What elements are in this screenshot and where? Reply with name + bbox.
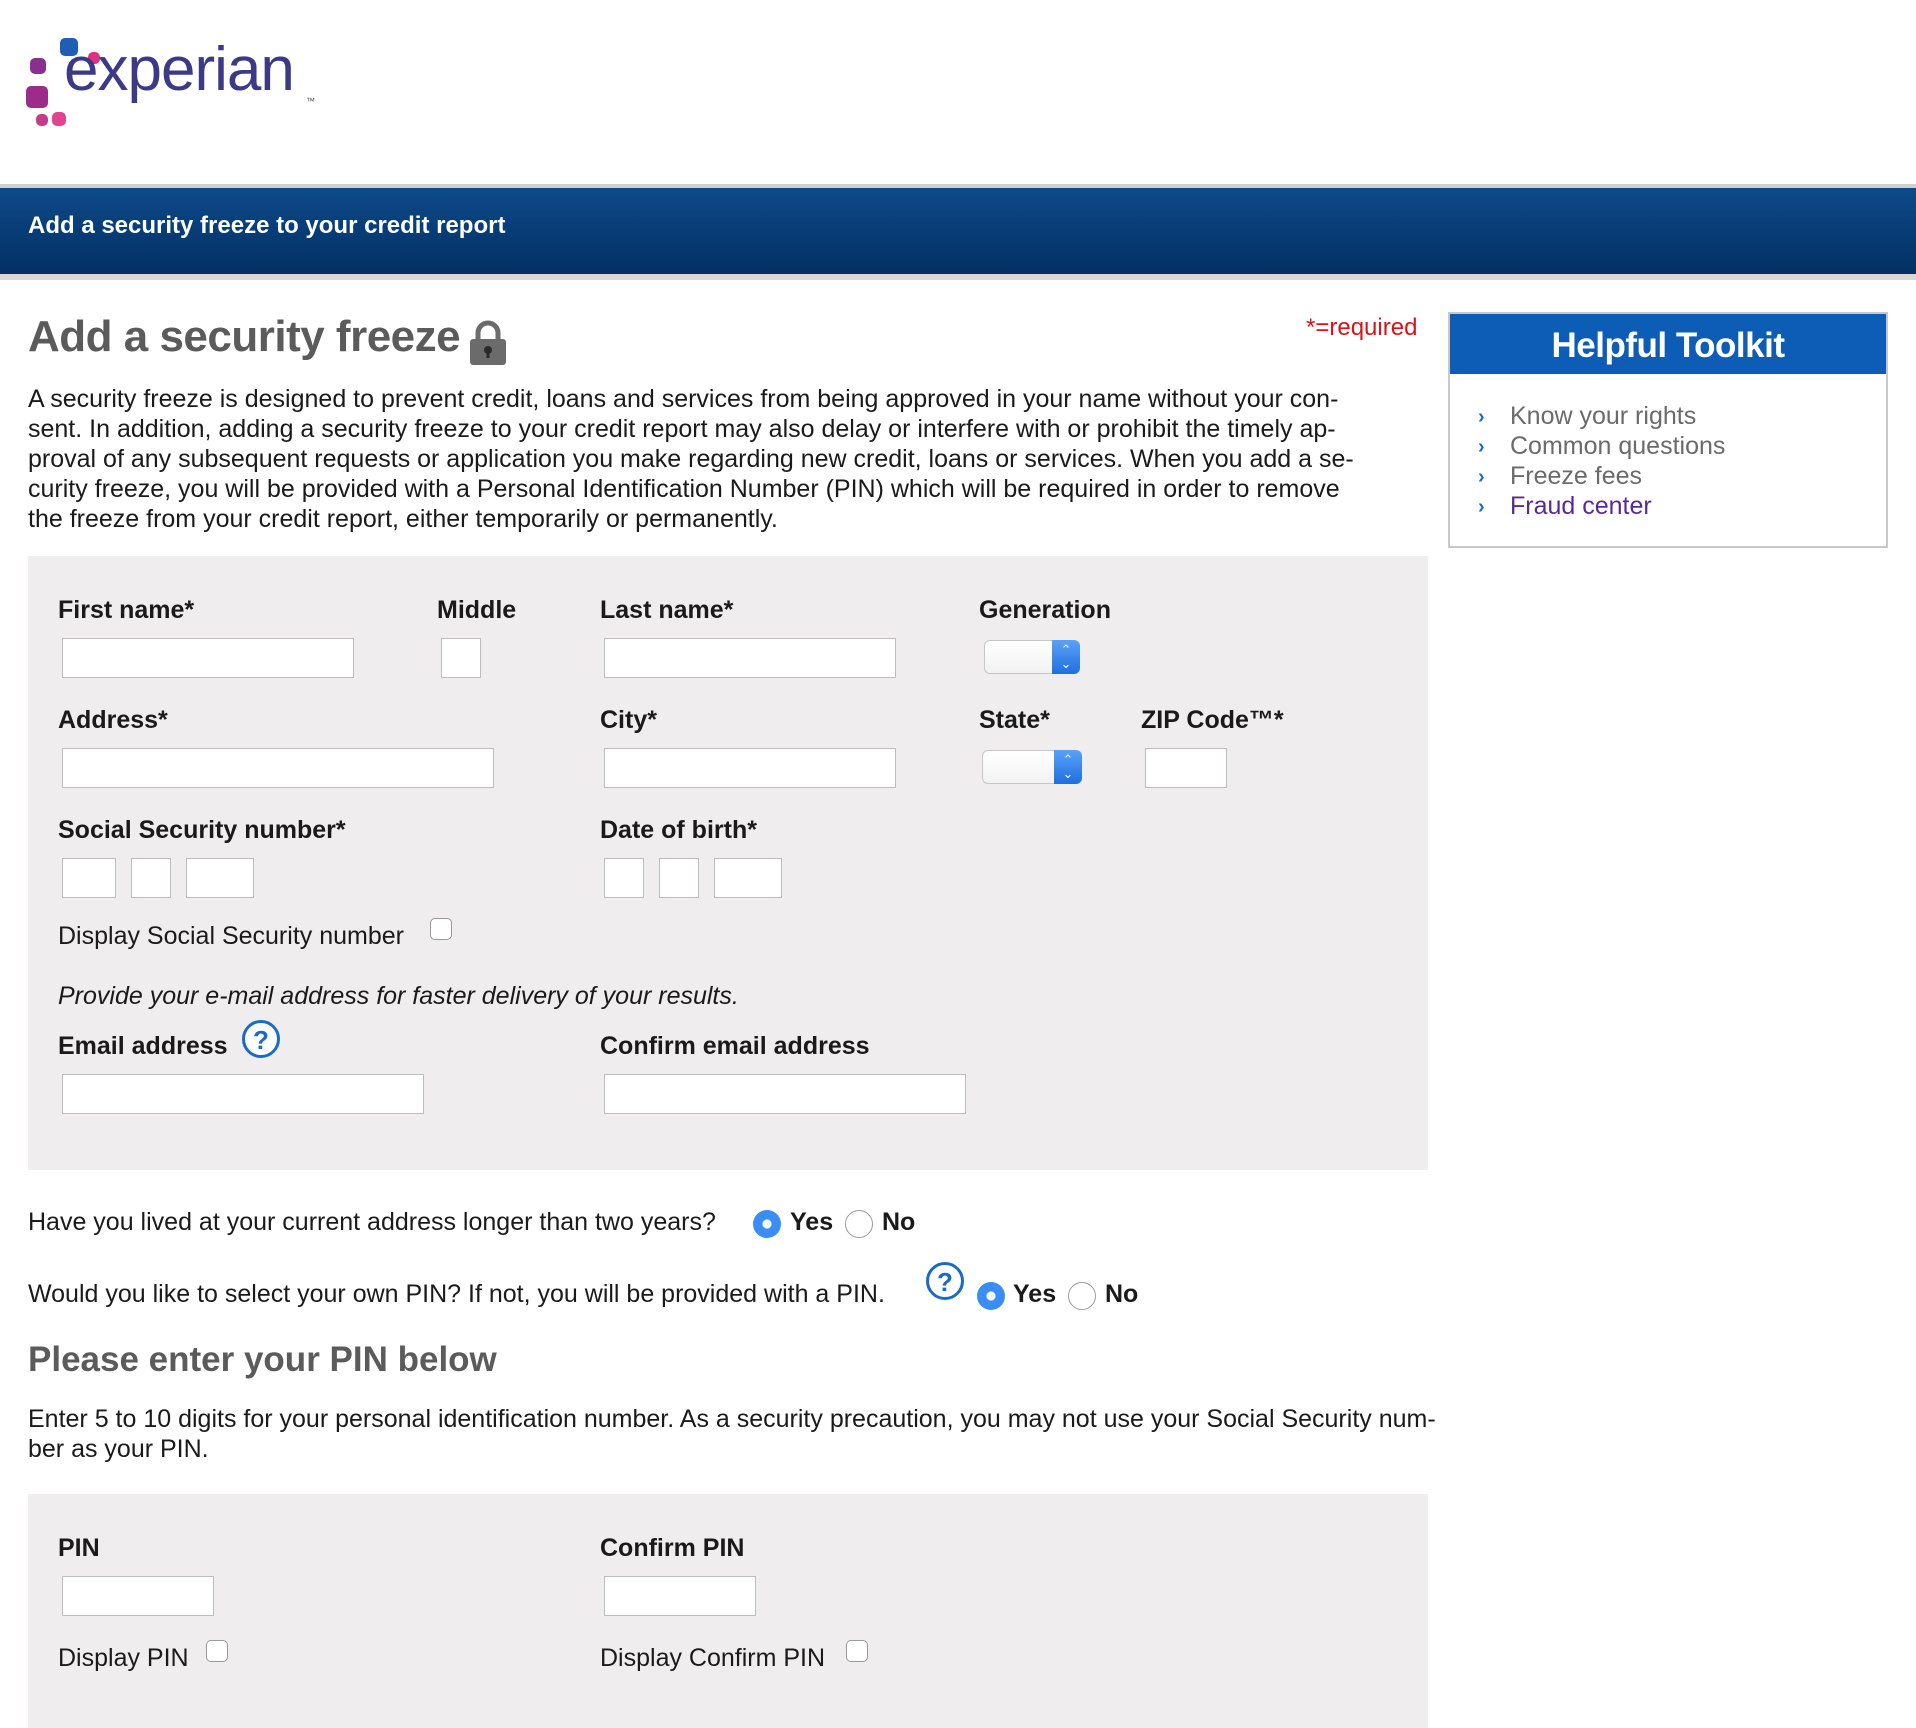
zip-input[interactable] bbox=[1145, 748, 1227, 788]
middle-label: Middle bbox=[437, 596, 517, 624]
logo-dot bbox=[52, 112, 66, 126]
helpful-toolkit bbox=[1448, 312, 1888, 548]
confirm-email-label: Confirm email address bbox=[600, 1032, 870, 1060]
email-note: Provide your e-mail address for faster delivery of your results. bbox=[58, 982, 739, 1010]
ssn-label: Social Security number* bbox=[58, 816, 346, 844]
zip-label: ZIP Code™* bbox=[1141, 706, 1284, 734]
display-ssn-checkbox[interactable] bbox=[430, 918, 452, 940]
logo-dot bbox=[30, 58, 46, 74]
lived-two-years-no-radio[interactable] bbox=[845, 1210, 873, 1238]
pin-heading: Please enter your PIN below bbox=[28, 1340, 497, 1379]
pin-label: PIN bbox=[58, 1534, 100, 1562]
toolkit-link-common-questions[interactable]: Common questions bbox=[1510, 432, 1726, 460]
last-name-input[interactable] bbox=[604, 638, 896, 678]
confirm-pin-input[interactable] bbox=[604, 1576, 756, 1616]
display-confirm-pin-label: Display Confirm PIN bbox=[600, 1644, 826, 1672]
logo-dot bbox=[36, 114, 48, 126]
divider bbox=[0, 274, 1916, 280]
first-name-input[interactable] bbox=[62, 638, 354, 678]
own-pin-yes-radio[interactable] bbox=[977, 1282, 1005, 1310]
intro-text bbox=[28, 384, 1428, 534]
lived-two-years-yes-label[interactable]: Yes bbox=[790, 1208, 834, 1236]
dob-label: Date of birth* bbox=[600, 816, 757, 844]
dob-month-input[interactable] bbox=[604, 858, 644, 898]
page-title: Add a security freeze bbox=[28, 312, 461, 361]
logo-wordmark: experian bbox=[64, 35, 294, 104]
intro-line: curity freeze, you will be provided with a Personal Identification Number (PIN) which will be required in order to remove bbox=[28, 475, 1340, 503]
pin-intro-line: Enter 5 to 10 digits for your personal identification number. As a security precaution, you may not use your Social Security num- bbox=[28, 1405, 1436, 1433]
toolkit-link-fraud-center[interactable]: Fraud center bbox=[1510, 492, 1652, 520]
chevron-right-icon: › bbox=[1478, 406, 1485, 428]
display-confirm-pin-checkbox[interactable] bbox=[846, 1640, 868, 1662]
dob-year-input[interactable] bbox=[714, 858, 782, 898]
chevron-updown-icon: ⌃ ⌄ bbox=[1052, 640, 1080, 674]
toolkit-title: Helpful Toolkit bbox=[1450, 314, 1886, 374]
ssn-part-3-input[interactable] bbox=[186, 858, 254, 898]
city-input[interactable] bbox=[604, 748, 896, 788]
ssn-part-1-input[interactable] bbox=[62, 858, 116, 898]
logo-trademark: ™ bbox=[306, 96, 315, 106]
intro-line: the freeze from your credit report, either temporarily or permanently. bbox=[28, 505, 778, 533]
pin-panel bbox=[28, 1494, 1428, 1728]
own-pin-no-radio[interactable] bbox=[1068, 1282, 1096, 1310]
personal-info-panel bbox=[28, 556, 1428, 1170]
last-name-label: Last name* bbox=[600, 596, 734, 624]
intro-line: A security freeze is designed to prevent credit, loans and services from being approved in your name without your con- bbox=[28, 385, 1339, 413]
logo-dot bbox=[26, 86, 48, 108]
generation-select[interactable] bbox=[984, 640, 1080, 674]
intro-line: proval of any subsequent requests or application you make regarding new credit, loans or services. When you add a se- bbox=[28, 445, 1354, 473]
state-label: State* bbox=[979, 706, 1050, 734]
chevron-right-icon: › bbox=[1478, 466, 1485, 488]
own-pin-no-label[interactable]: No bbox=[1105, 1280, 1139, 1308]
chevron-right-icon: › bbox=[1478, 436, 1485, 458]
lived-two-years-yes-radio[interactable] bbox=[753, 1210, 781, 1238]
chevron-right-icon: › bbox=[1478, 496, 1485, 518]
experian-logo[interactable] bbox=[28, 36, 328, 136]
confirm-pin-label: Confirm PIN bbox=[600, 1534, 745, 1562]
email-help-icon[interactable]: ? bbox=[242, 1020, 280, 1058]
ssn-part-2-input[interactable] bbox=[131, 858, 171, 898]
address-input[interactable] bbox=[62, 748, 494, 788]
chevron-updown-icon: ⌃ ⌄ bbox=[1054, 750, 1082, 784]
generation-label: Generation bbox=[979, 596, 1111, 624]
display-ssn-label: Display Social Security number bbox=[58, 922, 404, 950]
pin-intro bbox=[28, 1404, 1508, 1464]
pin-input[interactable] bbox=[62, 1576, 214, 1616]
first-name-label: First name* bbox=[58, 596, 195, 624]
middle-initial-input[interactable] bbox=[441, 638, 481, 678]
toolkit-link-know-your-rights[interactable]: Know your rights bbox=[1510, 402, 1697, 430]
city-label: City* bbox=[600, 706, 657, 734]
lived-two-years-no-label[interactable]: No bbox=[882, 1208, 916, 1236]
own-pin-question: Would you like to select your own PIN? If not, you will be provided with a PIN. bbox=[28, 1280, 885, 1308]
display-pin-label: Display PIN bbox=[58, 1644, 189, 1672]
intro-line: sent. In addition, adding a security freeze to your credit report may also delay or interfere with or prohibit the timely ap- bbox=[28, 415, 1336, 443]
email-input[interactable] bbox=[62, 1074, 424, 1114]
email-label: Email address bbox=[58, 1032, 228, 1060]
required-note: *=required bbox=[1306, 314, 1418, 341]
lock-icon bbox=[468, 320, 508, 366]
toolkit-link-freeze-fees[interactable]: Freeze fees bbox=[1510, 462, 1643, 490]
state-select[interactable] bbox=[982, 750, 1082, 784]
title-bar-text: Add a security freeze to your credit report bbox=[28, 212, 506, 239]
own-pin-yes-label[interactable]: Yes bbox=[1013, 1280, 1057, 1308]
dob-day-input[interactable] bbox=[659, 858, 699, 898]
address-label: Address* bbox=[58, 706, 168, 734]
lived-two-years-question: Have you lived at your current address longer than two years? bbox=[28, 1208, 716, 1236]
confirm-email-input[interactable] bbox=[604, 1074, 966, 1114]
display-pin-checkbox[interactable] bbox=[206, 1640, 228, 1662]
pin-help-icon[interactable]: ? bbox=[926, 1262, 964, 1300]
pin-intro-line: ber as your PIN. bbox=[28, 1435, 209, 1463]
